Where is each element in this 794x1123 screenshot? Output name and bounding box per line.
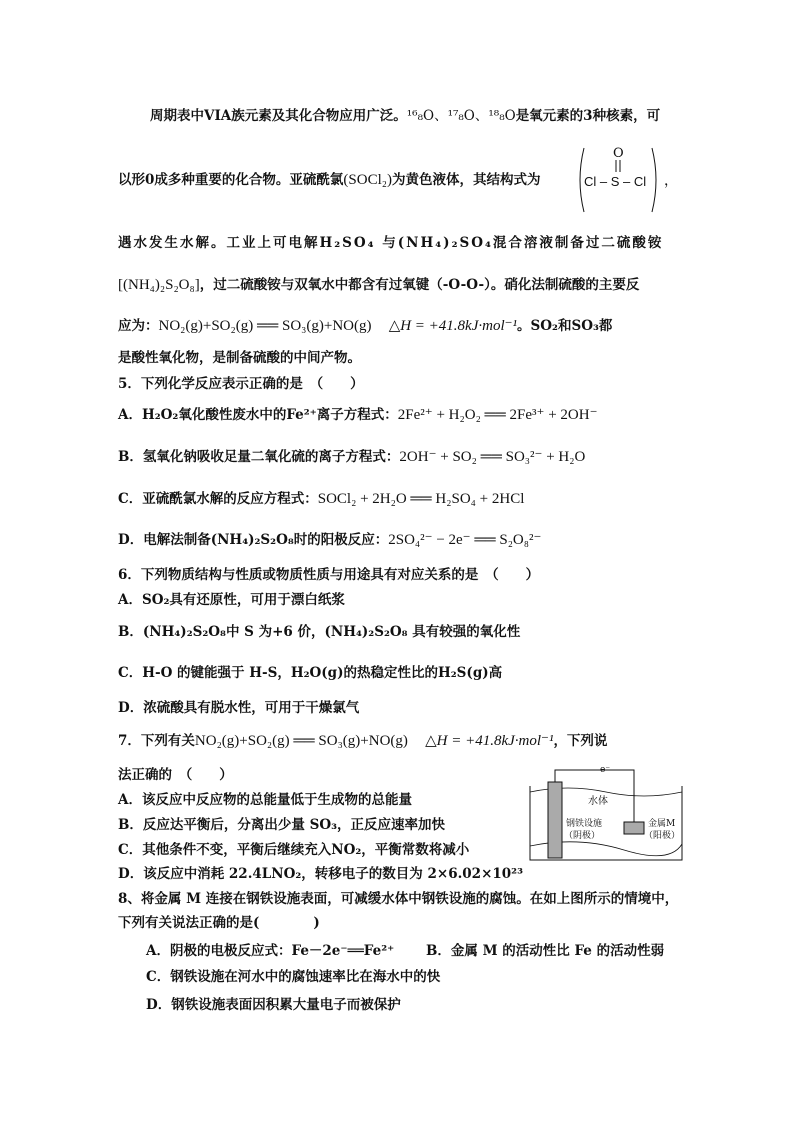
isotopes: ¹⁶₈O、¹⁷₈O、¹⁸₈O (406, 108, 516, 124)
q5-option-c (118, 489, 524, 509)
intro-line-4 (118, 275, 639, 295)
corrosion-diagram (528, 766, 684, 862)
q7-option-b: B．反应达平衡后，分离出少量 SO₃，正反应速率加快 (118, 817, 446, 833)
equation: 2Fe²⁺ + H₂O₂ ══ 2Fe³⁺ + 2OH⁻ (397, 407, 598, 423)
q5-option-a (118, 405, 598, 425)
metal-label: 金属M (648, 819, 676, 829)
intro-text: 周期表中VIA族元素及其化合物应用广泛。 (150, 108, 407, 124)
electron-label: e⁻ (600, 765, 611, 775)
intro-line-6: 是酸性氧化物，是制备硫酸的中间产物。 (118, 350, 361, 366)
q8-option-a: A．阴极的电极反应式：Fe－2e⁻══Fe²⁺ (146, 943, 395, 959)
q7-stem-text: 7．下列有关 (118, 733, 195, 749)
formula: (SOCl₂) (343, 172, 392, 188)
q8-stem: 8、将金属 M 连接在钢铁设施表面，可减缓水体中钢铁设施的腐蚀。在如上图所示的情境中， (118, 891, 679, 907)
water-label: 水体 (588, 796, 608, 807)
enthalpy: △H = +41.8kJ·mol⁻¹ (425, 733, 554, 749)
intro-line-1 (150, 106, 660, 126)
intro-text: ，过二硫酸铵与双氧水中都含有过氧键（-O-O-）。硝化法制硫酸的主要反 (199, 277, 640, 293)
diagram-drawing (528, 766, 684, 862)
option-text: B．氢氧化钠吸收足量二氧化硫的离子方程式： (118, 449, 400, 465)
option-text: D．电解法制备(NH₄)₂S₂O₈时的阳极反应： (118, 532, 389, 548)
q6-option-b: B．(NH₄)₂S₂O₈中 S 为+6 价，(NH₄)₂S₂O₈ 具有较强的氧化性 (118, 624, 521, 640)
equation: 2OH⁻ + SO₂ ══ SO₃²⁻ + H₂O (399, 449, 586, 465)
q7-option-c: C．其他条件不变，平衡后继续充入NO₂，平衡常数将减小 (118, 842, 470, 858)
q6-option-a: A．SO₂具有还原性，可用于漂白纸浆 (118, 592, 345, 608)
intro-text: 以形0成多种重要的化合物。亚硫酰氯 (118, 172, 344, 188)
intro-text: 为黄色液体，其结构式为 (391, 172, 541, 188)
q8-option-d: D．钢铁设施表面因积累大量电子而被保护 (146, 997, 401, 1013)
metal-role-label: （阳极） (644, 831, 681, 841)
q7-option-d: D．该反应中消耗 22.4LNO₂，转移电子的数目为 2×6.02×10²³ (118, 866, 523, 882)
intro-text: 。SO₂和SO₃都 (517, 318, 613, 334)
option-text: C．亚硫酰氯水解的反应方程式： (118, 491, 318, 507)
q5-stem: 5．下列化学反应表示正确的是 （ ） (118, 376, 364, 392)
equation: NO₂(g)+SO₂(g) ══ SO₃(g)+NO(g) (158, 318, 372, 334)
intro-line-5 (118, 316, 612, 336)
q7-stem-text: ，下列说 (553, 733, 608, 749)
q7-stem (118, 731, 607, 751)
q6-option-d: D．浓硫酸具有脱水性，可用于干燥氯气 (118, 700, 360, 716)
steel-label: 钢铁设施 (566, 819, 603, 829)
q6-option-c: C．H-O 的键能强于 H-S，H₂O(g)的热稳定性比的H₂S(g)高 (118, 665, 503, 681)
q8-stem-2: 下列有关说法正确的是( ) (118, 915, 320, 931)
intro-text: 应为： (118, 318, 159, 334)
q8-option-c: C．钢铁设施在河水中的腐蚀速率比在海水中的快 (146, 969, 441, 985)
intro-text: 是氧元素的3种核素，可 (515, 108, 661, 124)
q8-option-b: B．金属 M 的活动性比 Fe 的活动性弱 (426, 943, 665, 959)
q5-option-d (118, 530, 541, 550)
equation: NO₂(g)+SO₂(g) ══ SO₃(g)+NO(g) (194, 733, 408, 749)
structure-chain: Cl – S – Cl (584, 174, 647, 189)
equation: 2SO₄²⁻ − 2e⁻ ══ S₂O₈²⁻ (388, 532, 542, 548)
intro-line-2 (118, 170, 540, 190)
option-text: A．H₂O₂氧化酸性废水中的Fe²⁺离子方程式： (118, 407, 398, 423)
q7-option-a: A．该反应中反应物的总能量低于生成物的总能量 (118, 792, 412, 808)
socl2-structure (576, 146, 660, 214)
equation: SOCl₂ + 2H₂O ══ H₂SO₄ + 2HCl (317, 491, 525, 507)
steel-role-label: （阴极） (564, 831, 601, 841)
structure-comma: ， (664, 173, 678, 189)
q6-stem: 6．下列物质结构与性质或物质性质与用途具有对应关系的是 （ ） (118, 567, 540, 583)
formula: [(NH₄)₂S₂O₈] (118, 277, 200, 293)
intro-line-3: 遇水发生水解。工业上可电解H₂SO₄ 与(NH₄)₂SO₄混合溶液制备过二硫酸铵 (118, 235, 664, 251)
q7-stem-2: 法正确的 （ ） (118, 767, 233, 783)
q5-option-b (118, 447, 585, 467)
structure-oxygen: O (613, 146, 624, 161)
enthalpy: △H = +41.8kJ·mol⁻¹ (388, 318, 518, 334)
